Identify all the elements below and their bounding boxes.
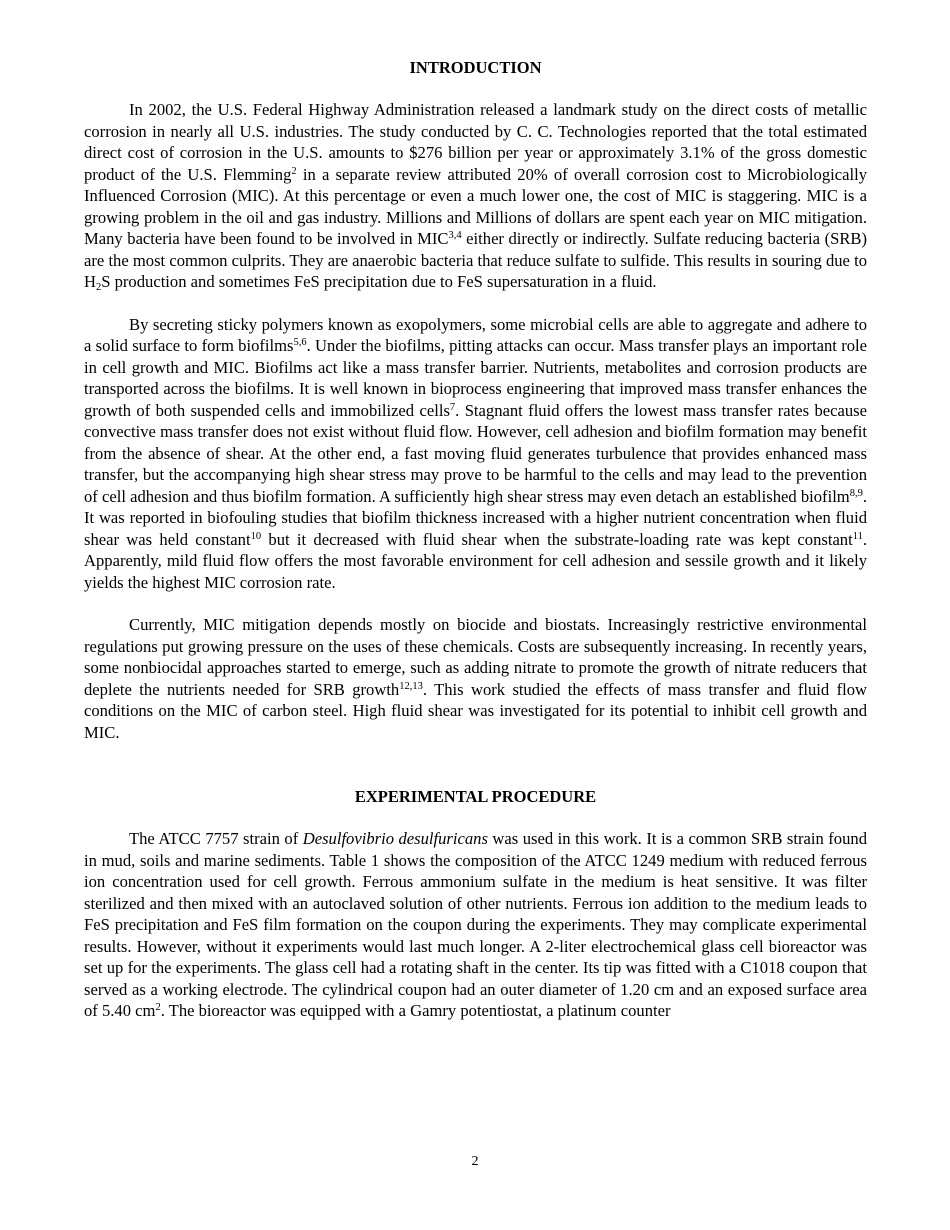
- text-run: . It was reported in biofouling studies that biofilm thickness increased with a higher nutrient concentration when fluid shear was held constant: [84, 486, 867, 549]
- citation-superscript: 5,6: [293, 337, 307, 348]
- text-run: In 2002, the U.S. Federal Highway Administration released a landmark study on the direct costs of metallic corrosion in nearly all U.S. industries. The study conducted by C. C. Technologies reported that the total estimated direct cost of corrosion in the U.S. amounts to $276 billion per year or approximately 3.1% of the gross domestic product of the U.S. Flemming: [84, 100, 867, 184]
- text-run: but it decreased with fluid shear when the substrate-loading rate was kept constant: [261, 529, 853, 549]
- intro-paragraph-1: [84, 99, 867, 293]
- text-run: Currently, MIC mitigation depends mostly on biocide and biostats. Increasingly restrictive environmental regulations put growing pressure on the uses of these chemicals. Costs are subsequently increasing. In recently years, some nonbiocidal approaches started to emerge, such as adding nitrate to promote the growth of nitrate reducers that deplete the nutrients needed for SRB growth: [84, 615, 867, 699]
- citation-superscript: 3,4: [448, 230, 462, 241]
- citation-superscript: 11: [852, 530, 863, 542]
- unit-superscript: 2: [155, 1002, 161, 1013]
- intro-paragraph-3: [84, 614, 867, 743]
- section-heading-introduction: INTRODUCTION: [409, 58, 542, 77]
- text-run: . This work studied the effects of mass transfer and fluid flow conditions on the MIC of carbon steel. High fluid shear was investigated for its potential to inhibit cell growth and MIC.: [84, 679, 867, 742]
- page-number: 2: [471, 1154, 479, 1169]
- citation-superscript: 8,9: [849, 487, 863, 499]
- citation-superscript: 7: [449, 401, 456, 413]
- text-run: . Under the biofilms, pitting attacks can occur. Mass transfer plays an important role in cell growth and MIC. Biofilms act like a mass transfer barrier. Nutrients, metabolites and corrosion products are transported across the biofilms. It is well known in bioprocess engineering that improved mass transfer enhances the growth of both suspended cells and immobilized cells: [84, 336, 867, 420]
- chemical-subscript: 2: [95, 282, 102, 293]
- text-run: in a separate review attributed 20% of overall corrosion cost to Microbiologically Influenced Corrosion (MIC). At this percentage or even a much lower one, the cost of MIC is staggering. MIC is a growing problem in the oil and gas industry. Millions and Millions of dollars are spent each year on MIC mitigation. Many bacteria have been found to be involved in MIC: [84, 164, 867, 248]
- experimental-paragraph-1: [84, 828, 867, 1022]
- text-run: either directly or indirectly. Sulfate reducing bacteria (SRB) are the most common culprits. They are anaerobic bacteria that reduce sulfate to sulfide. This results in souring due to H: [84, 229, 867, 291]
- citation-superscript: 10: [250, 530, 262, 542]
- text-run: was used in this work. It is a common SRB strain found in mud, soils and marine sediments. Table 1 shows the composition of the ATCC 1249 medium with reduced ferrous ion concentration used for cell growth. Ferrous ammonium sulfate in the medium is heat sensitive. It was filter sterilized and then mixed with an autoclaved solution of other nutrients. Ferrous ion addition to the medium leads to FeS precipitation and FeS film formation on the coupon during the experiments. They may complicate experimental results. However, without it experiments would last much longer. A 2-liter electrochemical glass cell bioreactor was set up for the experiments. The glass cell had a rotating shaft in the center. Its tip was fitted with a C1018 coupon that served as a working electrode. The cylindrical coupon had an outer diameter of 1.20 cm and an exposed surface area of 5.40 cm: [84, 829, 867, 1020]
- text-run: . The bioreactor was equipped with a Gamry potentiostat, a platinum counter: [160, 1001, 671, 1020]
- species-name-italic: Desulfovibrio desulfuricans: [302, 829, 488, 848]
- text-run: . Apparently, mild fluid flow offers the most favorable environment for cell adhesion and sessile growth and it likely yields the highest MIC corrosion rate.: [84, 529, 867, 592]
- text-run: S production and sometimes FeS precipitation due to FeS supersaturation in a fluid.: [101, 272, 657, 291]
- section-heading-experimental-procedure: EXPERIMENTAL PROCEDURE: [354, 787, 597, 806]
- citation-superscript: 2: [291, 165, 297, 177]
- text-run: The ATCC 7757 strain of: [129, 829, 303, 848]
- intro-paragraph-2: [84, 314, 867, 594]
- text-run: . Stagnant fluid offers the lowest mass transfer rates because convective mass transfer does not exist without fluid flow. However, cell adhesion and biofilm formation may benefit from the absence of shear. At the other end, a fast moving fluid generates turbulence that provides enhanced mass transfer, but the accompanying high shear stress may prove to be harmful to the cells and may lead to the prevention of cell adhesion and thus biofilm formation. A sufficiently high shear stress may even detach an established biofilm: [84, 400, 867, 506]
- paper-page: [84, 57, 867, 1022]
- citation-superscript: 12,13: [399, 680, 423, 692]
- text-run: By secreting sticky polymers known as exopolymers, some microbial cells are able to aggregate and adhere to a solid surface to form biofilms: [84, 314, 867, 355]
